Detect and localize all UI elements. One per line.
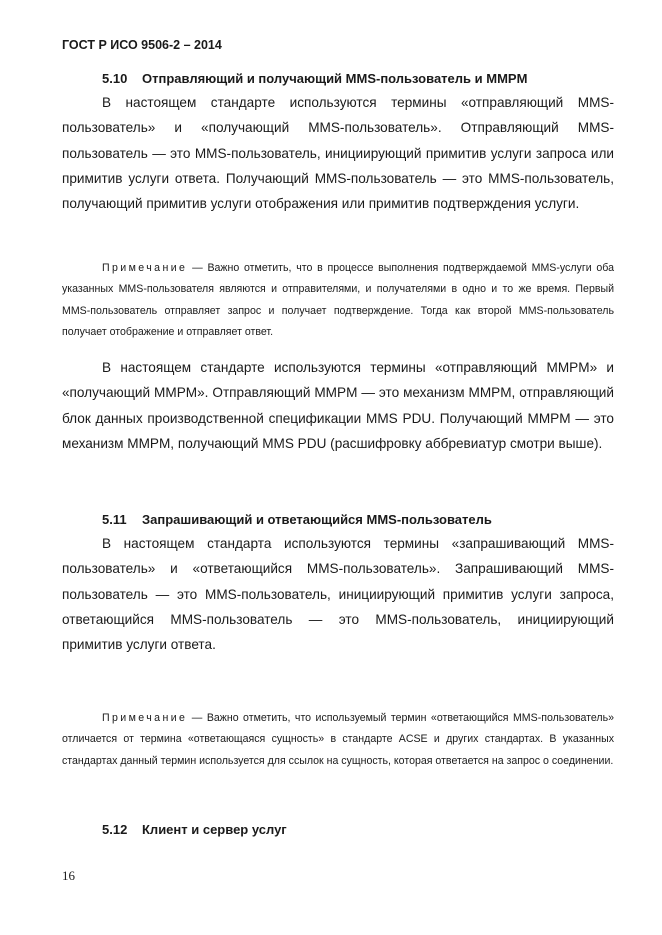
section-5-10-paragraph-1: В настоящем стандарте используются термины «отправляющий MMS-пользователь» и «получающий MMS-пользователь». Отправляющий MMS-пользователь — это MMS-пользователь, инициирующий примитив услуги запроса или примитив услуги ответа. Получающий MMS-пользователь — это MMS-пользователь, получающий примитив услуги отображения или примитив подтверждения услуги. — [62, 95, 614, 212]
section-number: 5.10 — [102, 71, 128, 86]
section-5-10-heading — [102, 71, 527, 86]
section-5-12-heading — [102, 822, 287, 837]
section-5-11-heading — [102, 512, 492, 527]
section-title: Клиент и сервер услуг — [142, 822, 287, 837]
note-text: — Важно отметить, что в процессе выполнения подтверждаемой MMS-услуги оба указанных MMS-пользователя являются и отправителями, и получателями в одно и то же время. Первый MMS-пользователь отправляет запрос и получает подтверждение. Тогда как второй MMS-пользователь получает отображение и отправляет ответ. — [62, 262, 614, 338]
page-number: 16 — [62, 868, 75, 883]
note-label: Примечание — [102, 712, 188, 724]
note-text: — Важно отметить, что используемый термин «ответающийся MMS-пользователь» отличается от термина «ответающаяся сущность» в стандарте ACSE и других стандартах. В указанных стандартах данный термин используется для ссылок на сущность, которая ответается на запрос о соединении. — [62, 712, 614, 767]
section-5-11-paragraph-1: В настоящем стандарта используются термины «запрашивающий MMS-пользователь» и «ответающийся MMS-пользователь». Запрашивающий MMS-пользователь — это MMS-пользователь, инициирующий примитив услуги запроса, ответающийся MMS-пользователь — это MMS-пользователь, инициирующий примитив услуги ответа. — [62, 536, 614, 653]
section-number: 5.12 — [102, 822, 128, 837]
section-5-11-note — [62, 708, 614, 772]
document-header: ГОСТ Р ИСО 9506-2 – 2014 — [62, 38, 222, 52]
section-title: Запрашивающий и ответающийся MMS-пользователь — [142, 512, 492, 527]
section-5-10-note — [62, 258, 614, 343]
section-title: Отправляющий и получающий MMS-пользователь и MMPM — [142, 71, 528, 86]
section-5-10-paragraph-2: В настоящем стандарте используются термины «отправляющий MMPM» и «получающий MMPM». Отправляющий MMPM — это механизм MMPM, отправляющий блок данных производственной спецификации MMS PDU. Получающий MMPM — это механизм MMPM, получающий MMS PDU (расшифровку аббревиатур смотри выше). — [62, 360, 614, 451]
note-label: Примечание — [102, 262, 188, 274]
section-number: 5.11 — [102, 512, 127, 527]
